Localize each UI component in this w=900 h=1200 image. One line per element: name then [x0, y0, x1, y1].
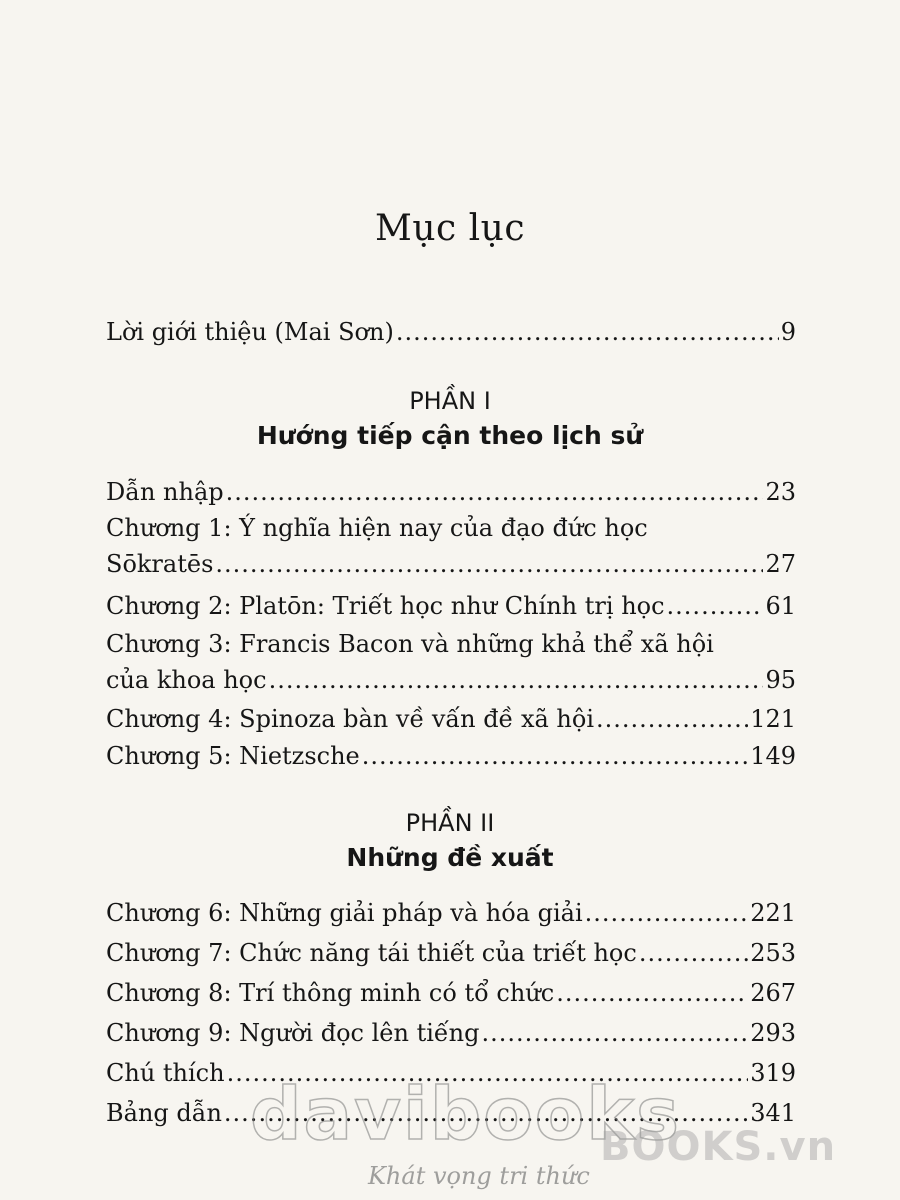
dot-leader	[639, 937, 748, 969]
toc-entry	[106, 937, 796, 969]
toc-entry-page: 9	[780, 318, 796, 346]
toc-entry-page: 253	[750, 939, 796, 967]
toc-entry-page: 23	[765, 478, 796, 506]
toc-entry-page: 341	[750, 1099, 796, 1127]
watermark-brand: BOOKS.vn	[600, 1124, 837, 1170]
toc-entry	[106, 590, 796, 622]
dot-leader	[585, 897, 749, 929]
dot-leader	[482, 1017, 749, 1049]
toc-entry-page: 149	[750, 742, 796, 770]
toc-entry-page: 61	[765, 592, 796, 620]
toc-entry	[106, 977, 796, 1009]
toc-entry-page: 267	[750, 979, 796, 1007]
page-title: Mục lục	[374, 208, 525, 249]
toc-entry-label: Chương 5: Nietzsche	[106, 742, 360, 770]
toc-entry-label: Chương 8: Trí thông minh có tổ chức	[106, 979, 555, 1007]
toc-entry-label: Chương 4: Spinoza bàn về vấn đề xã hội	[106, 705, 595, 733]
dot-leader	[362, 740, 748, 772]
dot-leader	[667, 590, 764, 622]
toc-entry	[106, 548, 796, 580]
toc-entry	[106, 664, 796, 696]
part-label-2: PHẦN II	[405, 809, 495, 837]
watermark-logo: davibooks	[250, 1072, 681, 1156]
part-heading-1: Hướng tiếp cận theo lịch sử	[256, 421, 644, 450]
toc-entry	[106, 1017, 796, 1049]
dot-leader	[269, 664, 764, 696]
toc-entry-label: Lời giới thiệu (Mai Sơn)	[106, 318, 394, 346]
toc-entry-label: Chương 2: Platōn: Triết học như Chính trị học	[106, 592, 665, 620]
toc-entry	[106, 740, 796, 772]
toc-entry-page: 121	[750, 705, 796, 733]
part-label-1: PHẦN I	[409, 387, 491, 415]
toc-entry-label: Chương 7: Chức năng tái thiết của triết học	[106, 939, 637, 967]
toc-entry-label: Chương 9: Người đọc lên tiếng	[106, 1019, 480, 1047]
watermark-tagline: Khát vọng tri thức	[368, 1162, 590, 1190]
toc-entry-page: 319	[750, 1059, 796, 1087]
toc-entry-page: 95	[765, 666, 796, 694]
dot-leader	[215, 548, 763, 580]
toc-entry-label-cont: Sōkratēs	[106, 550, 214, 578]
part-heading-2: Những đề xuất	[346, 843, 554, 872]
toc-entry-label: Chương 6: Những giải pháp và hóa giải	[106, 899, 583, 927]
toc-entry-label-cont: của khoa học	[106, 666, 267, 694]
toc-entry-page: 293	[750, 1019, 796, 1047]
toc-entry-page: 221	[750, 899, 796, 927]
toc-entry-page: 27	[765, 550, 796, 578]
dot-leader	[596, 703, 748, 735]
toc-entry-label: Bảng dẫn	[106, 1099, 222, 1127]
dot-leader	[396, 316, 779, 348]
toc-entry-label: Chương 1: Ý nghĩa hiện nay của đạo đức học	[106, 514, 648, 542]
toc-entry-label: Chú thích	[106, 1059, 225, 1087]
dot-leader	[226, 476, 764, 508]
toc-entry-intro	[106, 316, 796, 348]
toc-entry-label: Chương 3: Francis Bacon và những khả thể xã hội	[106, 630, 714, 658]
toc-entry	[106, 476, 796, 508]
dot-leader	[556, 977, 748, 1009]
toc-entry	[106, 897, 796, 929]
toc-entry	[106, 703, 796, 735]
toc-entry-label: Dẫn nhập	[106, 478, 224, 506]
